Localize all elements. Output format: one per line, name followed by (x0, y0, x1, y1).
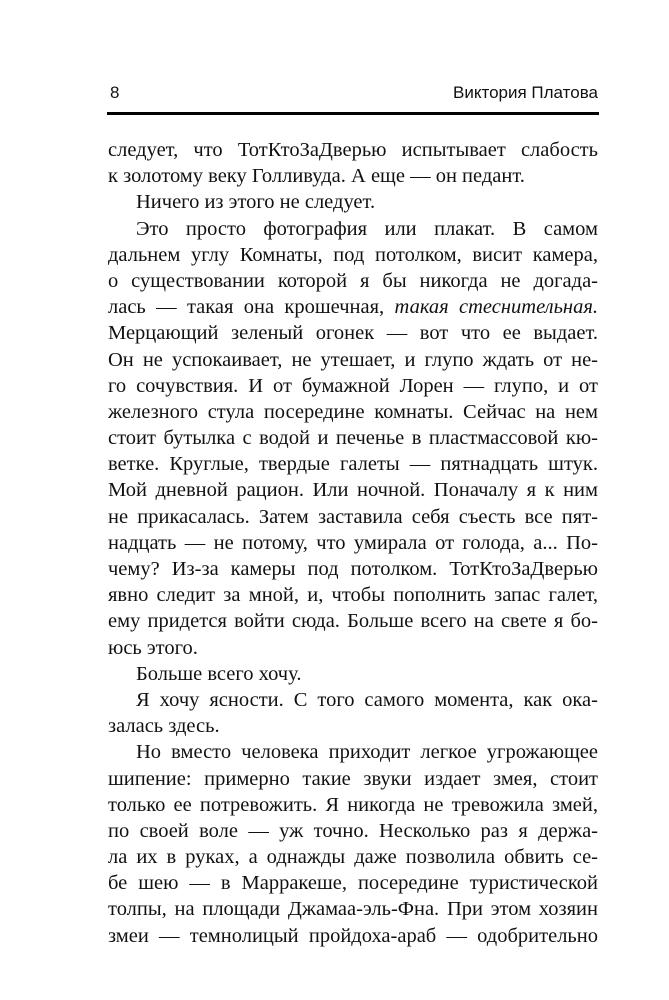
text-line (108, 373, 598, 399)
running-header (110, 83, 598, 113)
text-line (108, 661, 598, 687)
text-line (108, 923, 598, 949)
text-line (108, 268, 598, 294)
text-segment: дальнем углу Комнаты, под потолком, висит камера, (108, 243, 598, 266)
text-line (108, 425, 598, 451)
text-segment: ла их в руках, а однажды даже позволила обвить се- (108, 846, 598, 869)
author-name: Виктория Платова (453, 83, 598, 102)
text-segment: чему? Из-за камеры под потолком. ТотКтоЗаДверью (108, 558, 598, 580)
text-line (108, 504, 598, 530)
text-line (108, 635, 598, 661)
text-line (108, 556, 598, 582)
text-segment: железного стула посередине комнаты. Сейчас на нем (108, 400, 598, 423)
text-line (108, 844, 598, 870)
text-segment: стоит бутылка с водой и печенье в пластмассовой кю- (108, 427, 598, 450)
text-line (108, 189, 598, 215)
text-line (108, 451, 598, 477)
text-line (108, 687, 598, 713)
text-segment: шипение: примерно такие звуки издает змея, стоит (108, 767, 598, 790)
text-line (108, 399, 598, 425)
text-line (108, 739, 598, 765)
text-line (108, 216, 598, 242)
text-segment: змеи — темнолицый пройдоха-араб — одобрительно (108, 924, 598, 947)
text-segment: по своей воле — уж точно. Несколько раз я держа- (108, 819, 598, 842)
text-line (108, 320, 598, 346)
text-segment: Больше всего хочу. (136, 662, 302, 685)
text-segment: залась здесь. (108, 715, 220, 738)
text-segment: надцать — не потому, что умирала от голода, а... По- (108, 531, 598, 554)
text-line (108, 792, 598, 818)
text-segment: ему придется войти сюда. Больше всего на свете я бо- (108, 610, 598, 633)
text-segment: только ее потревожить. Я никогда не тревожила змей, (108, 793, 598, 816)
text-segment: Он не успокаивает, не утешает, и глупо ждать от не- (108, 348, 598, 371)
text-segment: о существовании которой я бы никогда не догада- (108, 269, 598, 292)
text-line (108, 582, 598, 608)
italic-text: такая стеснительная. (394, 296, 598, 319)
text-line (108, 137, 598, 163)
text-segment: юсь этого. (108, 636, 198, 659)
text-line (108, 347, 598, 373)
text-line (108, 242, 598, 268)
text-segment: Это просто фотография или плакат. В самом (136, 217, 598, 240)
text-segment: лась — такая она крошечная, (108, 296, 395, 319)
text-line (108, 294, 598, 320)
text-line (108, 608, 598, 634)
text-line (108, 870, 598, 896)
text-segment: Мой дневной рацион. Или ночной. Поначалу я к ним (108, 479, 598, 502)
text-segment: к золотому веку Голливуда. А еще — он педант. (108, 165, 525, 188)
text-line (108, 713, 598, 739)
text-segment: бе шею — в Марракеше, посередине туристической (108, 872, 598, 895)
text-segment: ветке. Круглые, твердые галеты — пятнадцать штук. (108, 453, 598, 476)
text-segment: толпы, на площади Джамаа-эль-Фна. При этом хозяин (108, 898, 598, 921)
page-number: 8 (110, 83, 120, 102)
text-line (108, 163, 598, 189)
text-line (108, 530, 598, 556)
text-segment: не прикасалась. Затем заставила себя съесть все пят- (108, 505, 598, 528)
body-text (108, 137, 598, 949)
text-segment: Ничего из этого не следует. (136, 191, 376, 214)
text-line (108, 766, 598, 792)
text-line (108, 818, 598, 844)
text-segment: Я хочу ясности. С того самого момента, как ока- (136, 688, 598, 711)
text-segment: явно следит за мной, и, чтобы пополнить запас галет, (108, 584, 598, 607)
text-segment: Мерцающий зеленый огонек — вот что ее выдает. (108, 322, 598, 345)
text-line (108, 896, 598, 922)
text-segment: Но вместо человека приходит легкое угрожающее (136, 741, 598, 764)
text-line (108, 477, 598, 503)
text-segment: го сочувствия. И от бумажной Лорен — глупо, и от (108, 374, 598, 397)
header-rule (107, 112, 599, 115)
text-segment: следует, что ТотКтоЗаДверью испытывает слабость (108, 139, 598, 161)
